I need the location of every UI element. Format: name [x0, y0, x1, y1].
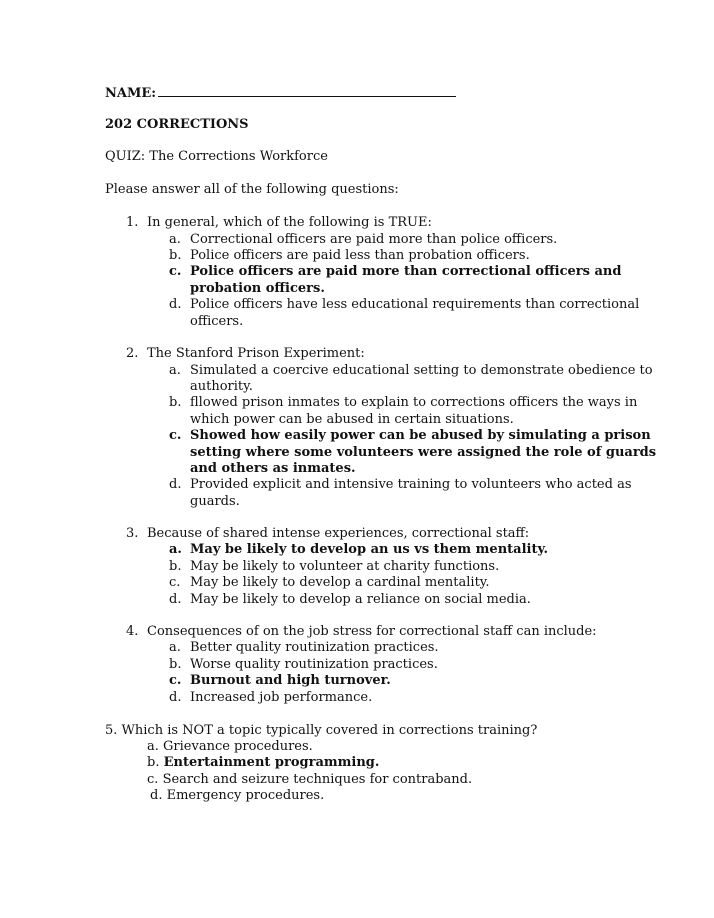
option-letter: d.: [169, 297, 182, 312]
option-letter: d.: [169, 690, 182, 705]
name-label: NAME:: [105, 86, 157, 101]
option-text: Better quality routinization practices.: [190, 640, 439, 655]
option-text-correct: probation officers.: [190, 281, 325, 296]
option-text: May be likely to develop a reliance on social media.: [190, 592, 531, 607]
option-letter: b.: [169, 559, 182, 574]
question-text: The Stanford Prison Experiment:: [147, 346, 365, 361]
question-number: 3.: [126, 526, 139, 541]
option-text: Worse quality routinization practices.: [190, 657, 438, 672]
q5-option-a: [147, 739, 313, 755]
option-text: authority.: [190, 379, 253, 394]
instructions: Please answer all of the following questions:: [105, 182, 399, 197]
question-number: 4.: [126, 624, 139, 639]
option-letter: a.: [169, 232, 181, 247]
name-blank: [158, 84, 456, 97]
quiz-title: QUIZ: The Corrections Workforce: [105, 149, 328, 164]
option-letter-correct: a.: [169, 542, 182, 557]
option-letter: b.: [147, 755, 160, 770]
option-text: Police officers are paid less than probation officers.: [190, 248, 530, 263]
option-letter: d.: [150, 788, 163, 803]
option-text-correct: and others as inmates.: [190, 461, 356, 476]
q5-option-d: [150, 788, 324, 804]
option-letter: a.: [147, 739, 159, 754]
question-text: Because of shared intense experiences, correctional staff:: [147, 526, 530, 541]
q5-option-b: [147, 755, 379, 771]
option-text-correct: Showed how easily power can be abused by simulating a prison: [190, 428, 651, 443]
option-text: Search and seizure techniques for contraband.: [162, 772, 473, 787]
option-letter: c.: [169, 575, 181, 590]
option-letter-correct: c.: [169, 264, 182, 279]
option-text: Police officers have less educational requirements than correctional: [190, 297, 640, 312]
option-letter: a.: [169, 363, 181, 378]
option-letter: b.: [169, 395, 182, 410]
option-text: May be likely to volunteer at charity functions.: [190, 559, 500, 574]
option-letter: b.: [169, 657, 182, 672]
option-text-correct: May be likely to develop an us vs them mentality.: [190, 542, 549, 557]
option-letter: d.: [169, 477, 182, 492]
option-text-correct: Police officers are paid more than correctional officers and: [190, 264, 622, 279]
question-text: In general, which of the following is TRUE:: [147, 215, 432, 230]
option-text: guards.: [190, 494, 240, 509]
option-letter-correct: c.: [169, 673, 182, 688]
option-text: Emergency procedures.: [166, 788, 325, 803]
option-text: Provided explicit and intensive training to volunteers who acted as: [190, 477, 632, 492]
q5-option-c: [147, 772, 472, 788]
option-text-correct: Burnout and high turnover.: [190, 673, 391, 688]
option-letter-correct: c.: [169, 428, 182, 443]
question-number: 2.: [126, 346, 139, 361]
option-letter: b.: [169, 248, 182, 263]
option-text: officers.: [190, 314, 244, 329]
option-letter: c.: [147, 772, 159, 787]
option-text: May be likely to develop a cardinal mentality.: [190, 575, 490, 590]
course-title: 202 CORRECTIONS: [105, 117, 249, 132]
option-letter: d.: [169, 592, 182, 607]
question-text: Consequences of on the job stress for correctional staff can include:: [147, 624, 597, 639]
option-text: Increased job performance.: [190, 690, 373, 705]
option-text: Correctional officers are paid more than police officers.: [190, 232, 558, 247]
option-letter: a.: [169, 640, 181, 655]
option-text: Simulated a coercive educational setting to demonstrate obedience to: [190, 363, 653, 378]
name-line: [105, 84, 456, 102]
option-text: Grievance procedures.: [163, 739, 313, 754]
question-text: 5. Which is NOT a topic typically covered in corrections training?: [105, 723, 538, 738]
question-number: 1.: [126, 215, 139, 230]
option-text: fllowed prison inmates to explain to corrections officers the ways in: [190, 395, 638, 410]
option-text-correct: setting where some volunteers were assigned the role of guards: [190, 445, 657, 460]
option-text-correct: Entertainment programming.: [163, 755, 380, 770]
option-text: which power can be abused in certain situations.: [190, 412, 514, 427]
